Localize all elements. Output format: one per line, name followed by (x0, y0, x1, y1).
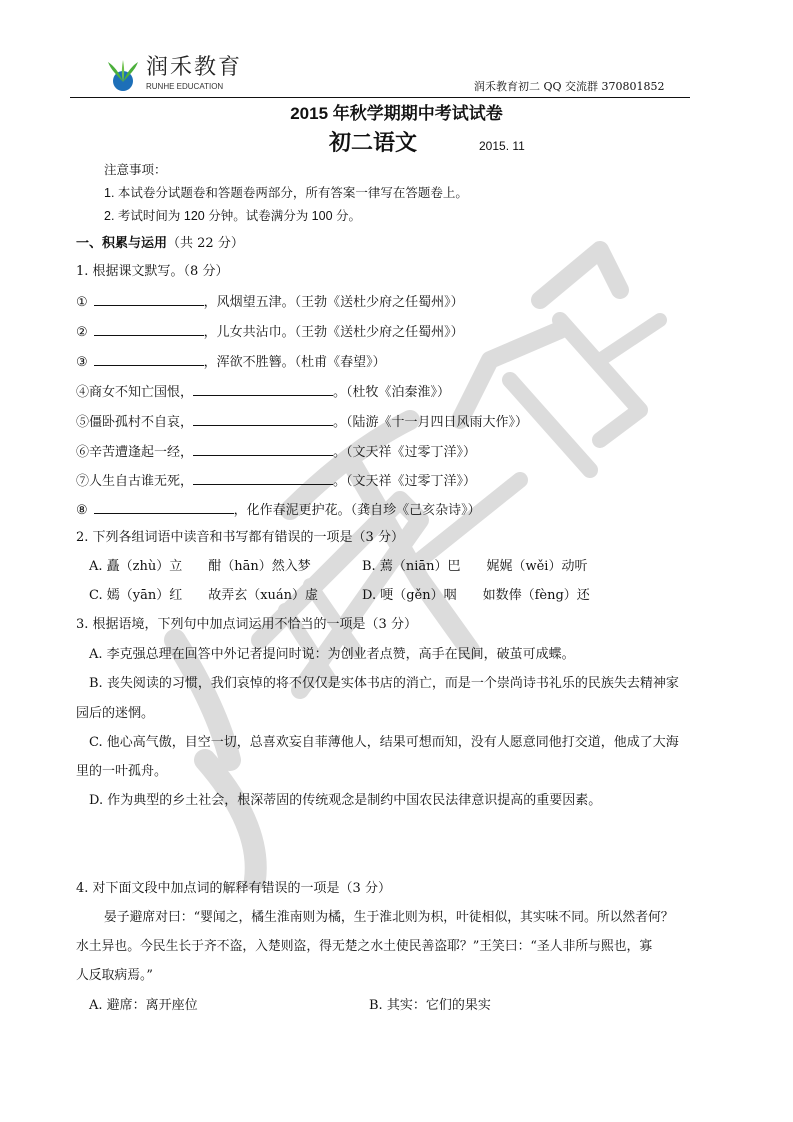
option: D. 作为典型的乡土社会，根深蒂固的传统观念是制约中国农民法律意识提高的重要因素。 (89, 793, 602, 808)
option: C. 嫣（yān）红 故弄玄（xuán）虚 (89, 588, 319, 603)
line-suffix: ，风烟望五津。（王勃《送杜少府之任蜀州》） (203, 295, 464, 310)
option: B. 丧失阅读的习惯，我们哀悼的将不仅仅是实体书店的消亡，而是一个崇尚诗书礼乐的民族失去精神家 (89, 676, 679, 691)
watermark-stroke (460, 330, 560, 420)
line-suffix: 。（文天祥《过零丁洋》） (333, 474, 477, 489)
passage-line: 晏子避席对曰：“婴闻之，橘生淮南则为橘，生于淮北则为枳，叶徒相似，其实味不同。所以然者何？ (104, 910, 674, 925)
option: D. 哽（gěn）咽 如数俸（fèng）还 (362, 588, 590, 603)
option: A. 避席：离开座位 (89, 998, 198, 1013)
recitation-line (76, 501, 481, 519)
line-prefix: 僵卧孤村不自哀， (89, 415, 194, 430)
line-prefix: 人生自古谁无死， (89, 474, 194, 489)
recitation-line (76, 383, 450, 401)
note-item: 1. 本试卷分试题卷和答题卷两部分，所有答案一律写在答题卷上。 (104, 186, 468, 200)
answer-blank[interactable] (94, 323, 204, 336)
recitation-line (76, 472, 476, 490)
item-number: ⑥ (76, 445, 90, 460)
line-suffix: ，浑欲不胜簪。（杜甫《春望》） (203, 355, 386, 370)
exam-title: 2015 年秋学期期中考试试卷 (290, 104, 503, 123)
header-rule (70, 97, 690, 98)
question-stem: 3. 根据语境，下列句中加点词运用不恰当的一项是（3 分） (76, 617, 417, 632)
item-number: ④ (76, 385, 90, 400)
logo-subtext: RUNHE EDUCATION (146, 82, 224, 91)
line-suffix: ，化作春泥更护花。（龚自珍《己亥杂诗》） (233, 503, 481, 518)
option: A. 李克强总理在回答中外记者提问时说：为创业者点赞，高手在民间，破茧可成蝶。 (89, 647, 575, 662)
section-title: 一、积累与运用 (76, 235, 168, 250)
watermark-stroke (420, 480, 520, 560)
line-prefix: 辛苦遭逢起一经， (89, 445, 194, 460)
option-continued: 园后的迷惘。 (76, 706, 155, 721)
line-prefix: 商女不知亡国恨， (89, 385, 194, 400)
line-suffix: 。（文天祥《过零丁洋》） (333, 445, 477, 460)
option-continued: 里的一叶孤舟。 (76, 764, 168, 779)
logo-leaf-icon (106, 58, 140, 92)
option: B. 蔫（niān）巴 娓娓（wěi）动听 (362, 559, 588, 574)
exam-date: 2015. 11 (479, 139, 525, 153)
note-item: 2. 考试时间为 120 分钟。试卷满分为 100 分。 (104, 209, 362, 223)
logo-text: 润禾教育 (146, 54, 243, 79)
notes-heading: 注意事项： (104, 163, 167, 177)
recitation-line (76, 293, 464, 311)
watermark-stroke (290, 420, 410, 510)
watermark-stroke (205, 760, 256, 880)
item-number: ⑦ (76, 474, 90, 489)
item-number: ⑧ (76, 503, 88, 518)
answer-blank[interactable] (193, 413, 333, 426)
answer-blank[interactable] (94, 501, 234, 514)
section-heading (76, 235, 244, 252)
answer-blank[interactable] (94, 293, 204, 306)
watermark-stroke (600, 320, 660, 360)
option: A. 矗（zhù）立 酣（hān）然入梦 (89, 559, 311, 574)
item-number: ⑤ (76, 415, 90, 430)
answer-blank[interactable] (193, 383, 333, 396)
recitation-line (76, 443, 476, 461)
qq-group-note: 润禾教育初二 QQ 交流群 370801852 (474, 80, 665, 93)
watermark-stroke (560, 320, 640, 440)
subject-title: 初二语文 (329, 130, 418, 155)
option: C. 他心高气傲，目空一切，总喜欢妄自菲薄他人，结果可想而知，没有人愿意同他打交道，他成了大海 (89, 735, 679, 750)
passage-line: 人反取病焉。” (76, 968, 153, 983)
answer-blank[interactable] (94, 353, 204, 366)
recitation-line (76, 323, 464, 341)
section-points: （共 22 分） (167, 236, 244, 251)
recitation-line (76, 413, 528, 431)
question-stem: 4. 对下面文段中加点词的解释有错误的一项是（3 分） (76, 881, 391, 896)
question-stem: 1. 根据课文默写。（8 分） (76, 264, 229, 279)
passage-line: 水土异也。今民生长于齐不盗，入楚则盗，得无楚之水土使民善盗耶？”王笑曰：“圣人非所与熙也，寡 (76, 939, 653, 954)
item-number: ③ (76, 355, 88, 370)
line-suffix: 。（杜牧《泊秦淮》） (333, 385, 451, 400)
recitation-line (76, 353, 386, 371)
line-suffix: ，儿女共沾巾。（王勃《送杜少府之任蜀州》） (203, 325, 464, 340)
line-suffix: 。（陆游《十一月四日风雨大作》） (333, 415, 529, 430)
option: B. 其实：它们的果实 (369, 998, 491, 1013)
watermark-stroke (540, 250, 620, 300)
answer-blank[interactable] (193, 472, 333, 485)
question-stem: 2. 下列各组词语中读音和书写都有错误的一项是（3 分） (76, 530, 404, 545)
item-number: ① (76, 295, 88, 310)
answer-blank[interactable] (193, 443, 333, 456)
item-number: ② (76, 325, 88, 340)
